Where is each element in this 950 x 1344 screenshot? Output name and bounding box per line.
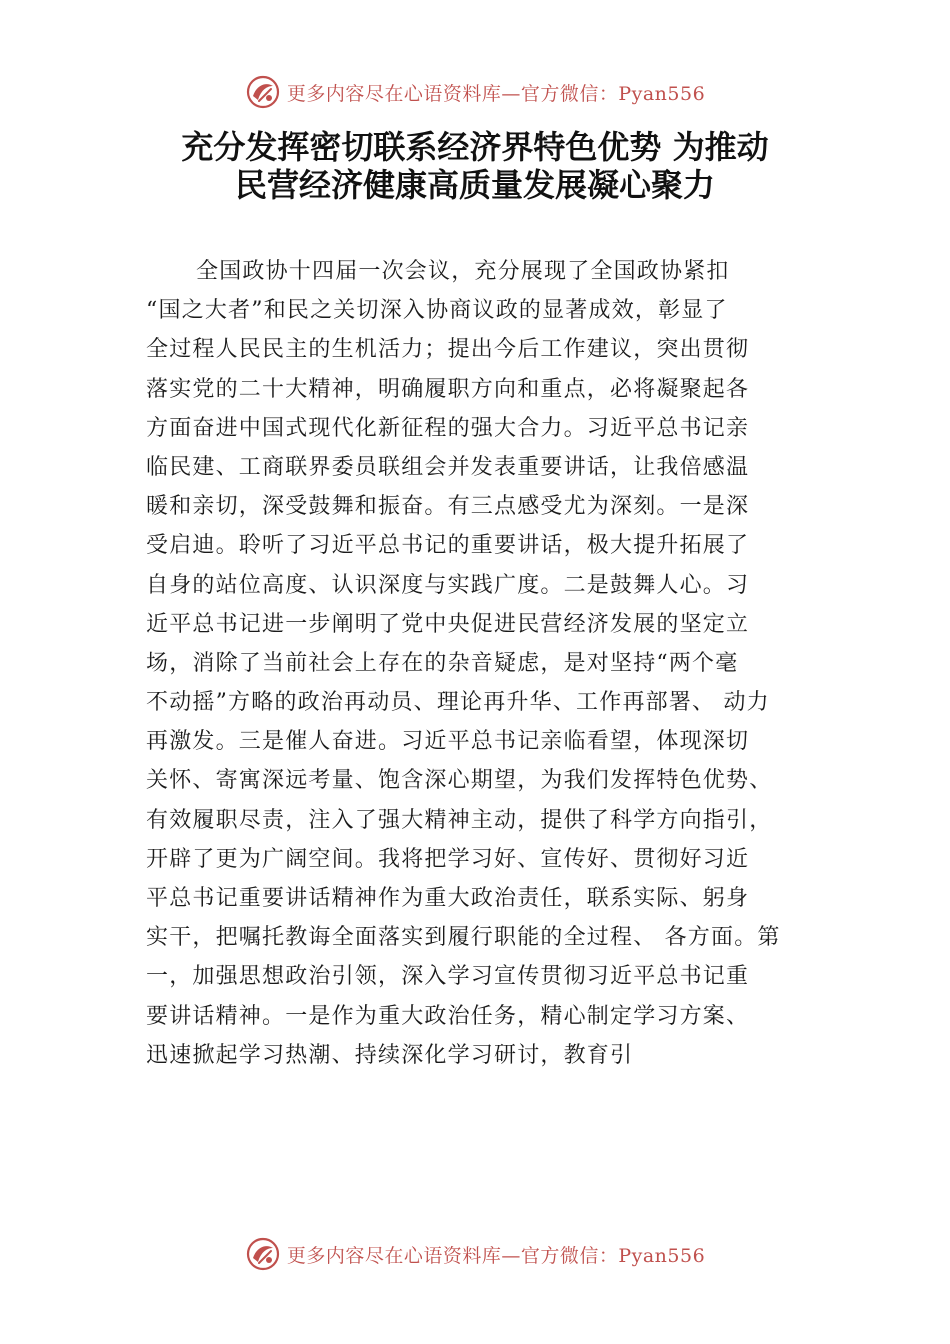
body-line: 暖和亲切，深受鼓舞和振奋。有三点感受尤为深刻。一是深 (146, 494, 750, 520)
body-line: 临民建、工商联界委员联组会并发表重要讲话，让我倍感温 (146, 454, 750, 480)
brand-logo-icon (245, 74, 281, 110)
body-line: 方面奋进中国式现代化新征程的强大合力。习近平总书记亲 (146, 415, 750, 441)
body-line: 不动摇”方略的政治再动员、理论再升华、工作再部署、 动力 (146, 690, 770, 716)
body-line: 实干，把嘱托教诲全面落实到履行职能的全过程、 各方面。第 (146, 925, 781, 951)
header-banner-text: 更多内容尽在心语资料库—官方微信：Pyan556 (286, 82, 706, 105)
body-line: 再激发。三是催人奋进。习近平总书记亲临看望，体现深切 (146, 729, 750, 755)
header-banner (0, 72, 950, 112)
body-line: 落实党的二十大精神，明确履职方向和重点，必将凝聚起各 (146, 376, 750, 402)
body-line: 场，消除了当前社会上存在的杂音疑虑，是对坚持“两个毫 (146, 650, 739, 676)
body-line: 迅速掀起学习热潮、持续深化学习研讨，教育引 (146, 1042, 634, 1068)
body-line: 受启迪。聆听了习近平总书记的重要讲话，极大提升拓展了 (146, 533, 750, 559)
body-line: 开辟了更为广阔空间。我将把学习好、宣传好、贯彻好习近 (146, 846, 750, 872)
body-line: 全国政协十四届一次会议，充分展现了全国政协紧扣 (196, 259, 730, 284)
body-line: 一，加强思想政治引领，深入学习宣传贯彻习近平总书记重 (146, 964, 750, 990)
body-line: 要讲话精神。一是作为重大政治任务，精心制定学习方案、 (146, 1003, 750, 1029)
title-line-2: 民营经济健康高质量发展凝心聚力 (234, 166, 715, 204)
body-line: 近平总书记进一步阐明了党中央促进民营经济发展的坚定立 (146, 611, 750, 637)
brand-logo-icon (245, 1236, 281, 1272)
body-line: 关怀、寄寓深远考量、饱含深心期望，为我们发挥特色优势、 (146, 768, 773, 794)
body-line: 全过程人民民主的生机活力；提出今后工作建议，突出贯彻 (146, 337, 750, 363)
body-line: “国之大者”和民之关切深入协商议政的显著成效，彰显了 (146, 298, 728, 324)
footer-banner (0, 1234, 950, 1274)
body-line: 有效履职尽责，注入了强大精神主动，提供了科学方向指引， (146, 807, 773, 833)
body-paragraph (146, 252, 826, 1075)
footer-banner-text: 更多内容尽在心语资料库—官方微信：Pyan556 (286, 1244, 706, 1267)
document-title (60, 128, 890, 204)
body-line: 平总书记重要讲话精神作为重大政治责任，联系实际、躬身 (146, 886, 750, 911)
body-line: 自身的站位高度、认识深度与实践广度。二是鼓舞人心。习 (146, 572, 750, 598)
title-line-1: 充分发挥密切联系经济界特色优势 为推动 (181, 128, 769, 166)
